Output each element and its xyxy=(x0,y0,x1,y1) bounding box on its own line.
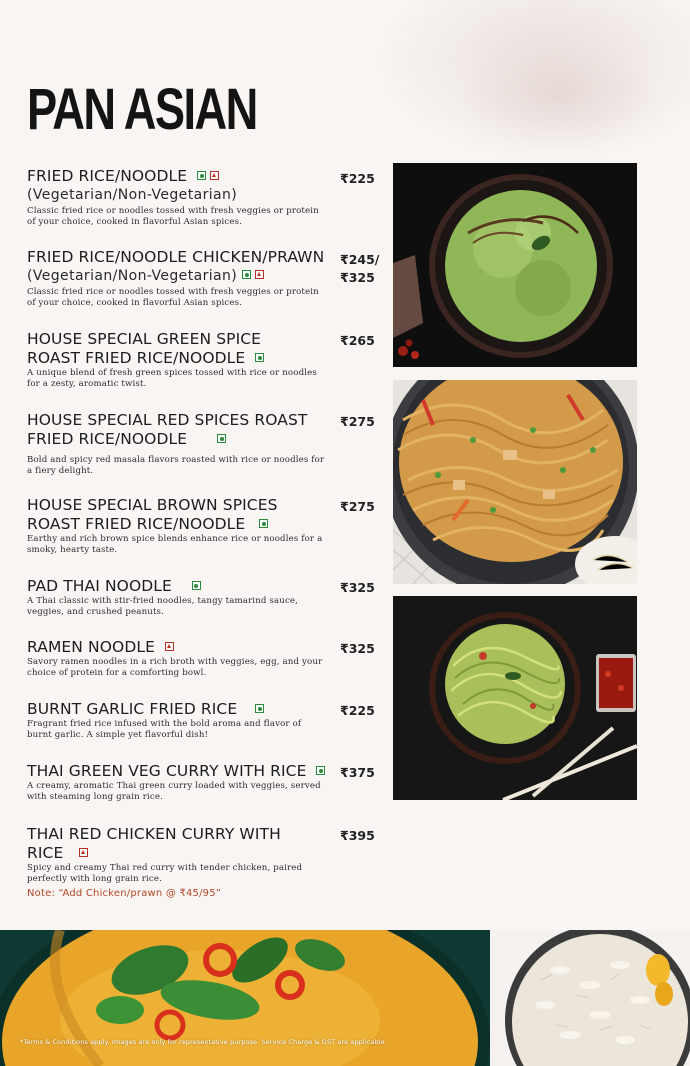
terms-footnote: *Terms & Conditions apply. Images are only for representative purpose. Service Charge & GST are applicable. xyxy=(20,1038,387,1046)
nonveg-icon xyxy=(165,642,174,651)
item-name: FRIED RICE/NOODLE CHICKEN/PRAWN xyxy=(27,248,325,266)
item-name: RAMEN NOODLE xyxy=(27,638,327,657)
item-name: HOUSE SPECIAL RED SPICES ROAST xyxy=(27,411,308,429)
item-description: A Thai classic with stir-fried noodles, tangy tamarind sauce, veggies, and crushed peanuts. xyxy=(27,596,299,617)
item-price-secondary: ₹325 xyxy=(340,270,375,285)
item-description: Classic fried rice or noodles tossed with fresh veggies or protein of your choice, cooked in flavorful Asian spices. xyxy=(27,287,319,308)
menu-item xyxy=(27,700,387,741)
item-price: ₹225 xyxy=(340,703,375,718)
veg-noodles-bowl-photo xyxy=(393,596,637,800)
item-description: Savory ramen noodles in a rich broth with veggies, egg, and your choice of protein for a comforting bowl. xyxy=(27,657,323,678)
item-name: PAD THAI NOODLE xyxy=(27,577,327,596)
menu-item xyxy=(27,496,387,556)
item-price: ₹275 xyxy=(340,499,375,514)
item-name: BURNT GARLIC FRIED RICE xyxy=(27,700,347,719)
page-title: PAN ASIAN xyxy=(27,77,257,142)
nonveg-icon xyxy=(255,270,264,279)
add-on-note: Note: “Add Chicken/prawn @ ₹45/95” xyxy=(27,888,222,899)
veg-icon xyxy=(197,171,206,180)
veg-icon xyxy=(217,434,226,443)
item-name: THAI GREEN VEG CURRY WITH RICE xyxy=(27,762,347,781)
page-number: 8 xyxy=(622,1038,627,1046)
menu-item xyxy=(27,638,387,679)
veg-icon xyxy=(316,766,325,775)
item-subtitle: (Vegetarian/Non-Vegetarian) xyxy=(27,267,387,285)
item-name: HOUSE SPECIAL GREEN SPICE xyxy=(27,330,262,348)
item-price: ₹375 xyxy=(340,765,375,780)
veg-icon xyxy=(255,353,264,362)
menu-item xyxy=(27,825,387,885)
item-price: ₹225 xyxy=(340,171,375,186)
menu-item xyxy=(27,762,387,803)
item-name-line2: RICE xyxy=(27,844,327,863)
item-description: Earthy and rich brown spice blends enhance rice or noodles for a smoky, hearty taste. xyxy=(27,534,323,555)
menu-item xyxy=(27,248,387,309)
item-description: Fragrant fried rice infused with the bold aroma and flavor of burnt garlic. A simple yet flavorful dish! xyxy=(27,719,302,740)
menu-item xyxy=(27,577,387,618)
background-brush xyxy=(460,40,660,150)
item-name-line2: FRIED RICE/NOODLE xyxy=(27,430,327,449)
item-description: A creamy, aromatic Thai green curry loaded with veggies, served with steaming long grain rice. xyxy=(27,781,321,802)
item-price: ₹395 xyxy=(340,828,375,843)
item-name: FRIED RICE/NOODLE xyxy=(27,167,327,186)
item-description: A unique blend of fresh green spices tossed with rice or noodles for a zesty, aromatic twist. xyxy=(27,368,317,389)
green-fried-rice-photo xyxy=(393,163,637,367)
item-price: ₹245/ xyxy=(340,252,380,267)
item-name-line2: ROAST FRIED RICE/NOODLE xyxy=(27,349,327,368)
veg-icon xyxy=(259,519,268,528)
item-price: ₹275 xyxy=(340,414,375,429)
item-description: Bold and spicy red masala flavors roasted with rice or noodles for a fiery delight. xyxy=(27,455,325,476)
nonveg-icon xyxy=(79,848,88,857)
item-name-line2: ROAST FRIED RICE/NOODLE xyxy=(27,515,327,534)
item-name: HOUSE SPECIAL BROWN SPICES xyxy=(27,496,278,514)
veg-icon xyxy=(192,581,201,590)
veg-icon xyxy=(255,704,264,713)
item-description: Spicy and creamy Thai red curry with tender chicken, paired perfectly with long grain rice. xyxy=(27,863,303,884)
veg-icon xyxy=(242,270,251,279)
menu-item xyxy=(27,411,387,477)
item-price: ₹325 xyxy=(340,580,375,595)
item-subtitle: (Vegetarian/Non-Vegetarian) xyxy=(27,187,238,203)
menu-item xyxy=(27,330,387,390)
noodles-wok-photo xyxy=(393,380,637,584)
item-name: THAI RED CHICKEN CURRY WITH xyxy=(27,825,281,843)
item-price: ₹265 xyxy=(340,333,375,348)
item-price: ₹325 xyxy=(340,641,375,656)
menu-item xyxy=(27,167,387,228)
item-description: Classic fried rice or noodles tossed with fresh veggies or protein of your choice, cooked in flavorful Asian spices. xyxy=(27,206,319,227)
nonveg-icon xyxy=(210,171,219,180)
